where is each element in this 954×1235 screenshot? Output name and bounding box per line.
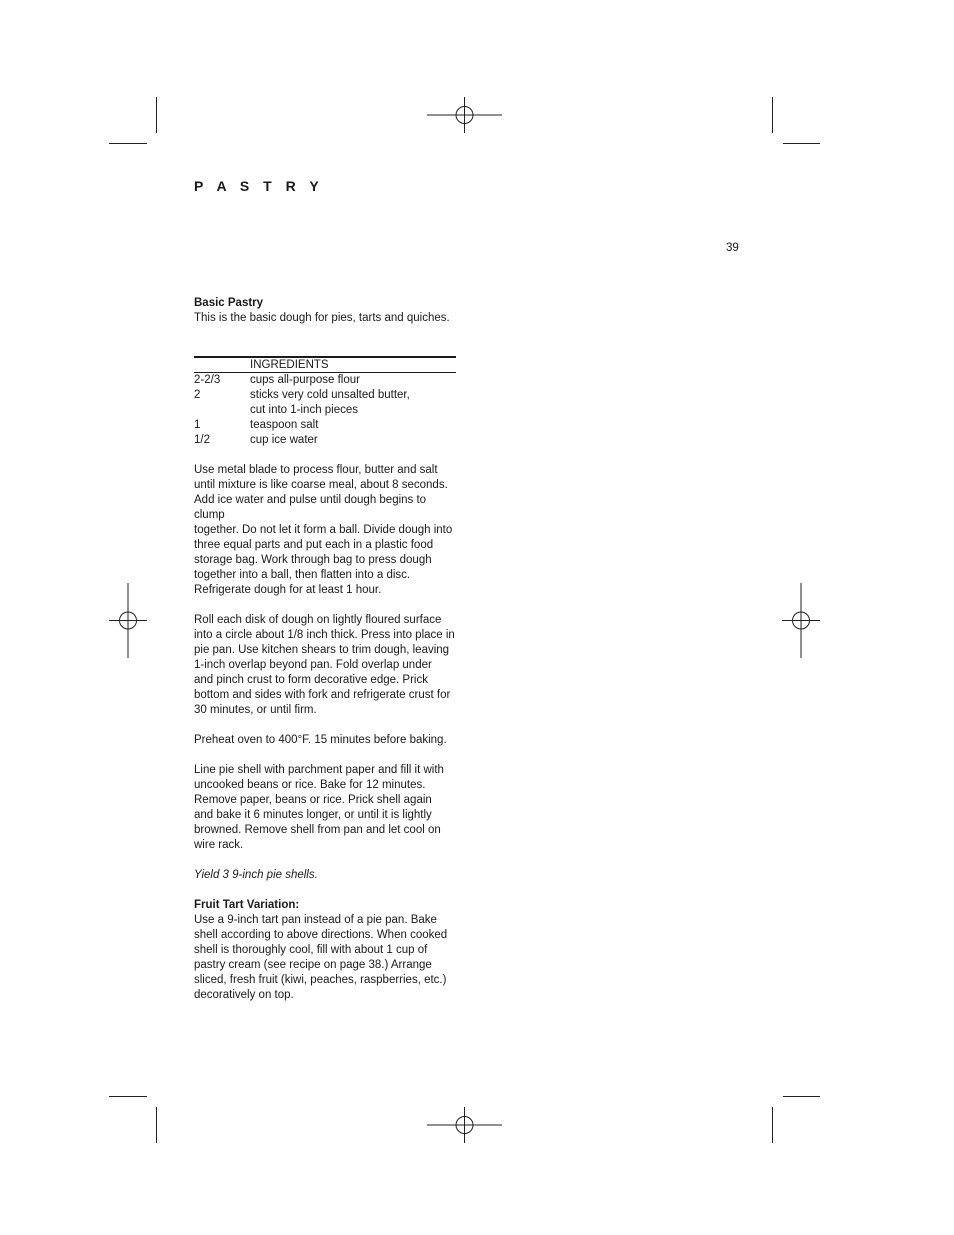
step-line: Use metal blade to process flour, butter and salt	[194, 464, 438, 476]
crop-mark-bottom-left-horizontal	[109, 1096, 147, 1097]
step-line: until mixture is like coarse meal, about 8 seconds.	[194, 479, 448, 491]
ingredient-item-line: cups all-purpose flour	[250, 374, 360, 386]
step-line: 1-inch overlap beyond pan. Fold overlap under	[194, 659, 432, 671]
step-line: into a circle about 1/8 inch thick. Press into place in	[194, 629, 455, 641]
crop-mark-bottom-left-vertical	[156, 1107, 157, 1143]
step-line: three equal parts and put each in a plastic food	[194, 539, 434, 551]
step-line: Refrigerate dough for at least 1 hour.	[194, 584, 382, 596]
crop-mark-bottom-right-vertical	[772, 1107, 773, 1143]
recipe-intro: This is the basic dough for pies, tarts and quiches.	[194, 312, 450, 324]
crop-mark-top-right-horizontal	[783, 143, 820, 144]
ingredient-row	[194, 388, 456, 418]
variation-line: decoratively on top.	[194, 989, 294, 1001]
step-line: Line pie shell with parchment paper and fill it with	[194, 764, 444, 776]
ingredient-qty: 2	[194, 389, 201, 401]
step-line: Preheat oven to 400°F. 15 minutes before baking.	[194, 734, 447, 746]
ingredient-item-line: cup ice water	[250, 434, 318, 446]
step-line: Roll each disk of dough on lightly floured surface	[194, 614, 442, 626]
registration-mark-right	[782, 583, 820, 658]
registration-mark-top	[427, 97, 502, 133]
variation-text	[194, 913, 456, 1003]
step-line: together into a ball, then flatten into a disc.	[194, 569, 411, 581]
step-paragraph-1	[194, 463, 456, 598]
variation-title: Fruit Tart Variation:	[194, 899, 300, 911]
step-line: Add ice water and pulse until dough begins to clump	[194, 494, 427, 521]
step-line: 30 minutes, or until firm.	[194, 704, 317, 716]
step-line: pie pan. Use kitchen shears to trim dough, leaving	[194, 644, 450, 656]
variation-line: shell according to above directions. When cooked	[194, 929, 448, 941]
ingredient-item-line: teaspoon salt	[250, 419, 319, 431]
step-line: bottom and sides with fork and refrigerate crust for	[194, 689, 451, 701]
crop-mark-bottom-right-horizontal	[783, 1096, 820, 1097]
ingredients-table	[194, 356, 456, 448]
step-line: uncooked beans or rice. Bake for 12 minutes.	[194, 779, 426, 791]
ingredient-item	[250, 373, 456, 388]
crop-mark-top-right-vertical	[772, 97, 773, 133]
step-line: browned. Remove shell from pan and let cool on	[194, 824, 441, 836]
step-line: together. Do not let it form a ball. Divide dough into	[194, 524, 453, 536]
page-number: 39	[726, 242, 739, 254]
step-line: and pinch crust to form decorative edge. Prick	[194, 674, 428, 686]
step-paragraph-3	[194, 733, 456, 748]
ingredient-row	[194, 418, 456, 433]
crop-mark-top-left-vertical	[156, 97, 157, 133]
page-title: P A S T R Y	[194, 178, 324, 194]
variation-line: pastry cream (see recipe on page 38.) Arrange	[194, 959, 432, 971]
crop-mark-top-left-horizontal	[109, 143, 147, 144]
ingredient-item-line: cut into 1-inch pieces	[250, 404, 359, 416]
ingredient-row	[194, 373, 456, 388]
recipe-title: Basic Pastry	[194, 297, 264, 309]
ingredient-qty: 2-2/3	[194, 374, 221, 386]
ingredients-header: INGREDIENTS	[194, 358, 456, 373]
ingredient-qty: 1	[194, 419, 201, 431]
step-paragraph-2	[194, 613, 456, 718]
ingredient-item	[250, 388, 456, 418]
variation-line: sliced, fresh fruit (kiwi, peaches, raspberries, etc.)	[194, 974, 447, 986]
step-line: wire rack.	[194, 839, 244, 851]
ingredient-row	[194, 433, 456, 448]
step-line: storage bag. Work through bag to press dough	[194, 554, 432, 566]
ingredient-item	[250, 418, 456, 433]
variation-line: shell is thoroughly cool, fill with about 1 cup of	[194, 944, 428, 956]
registration-mark-left	[109, 583, 147, 658]
step-paragraph-4	[194, 763, 456, 853]
ingredient-item	[250, 433, 456, 448]
step-line: Remove paper, beans or rice. Prick shell again	[194, 794, 432, 806]
registration-mark-bottom	[427, 1107, 502, 1143]
ingredient-item-line: sticks very cold unsalted butter,	[250, 389, 410, 401]
variation-line: Use a 9-inch tart pan instead of a pie pan. Bake	[194, 914, 437, 926]
recipe-yield: Yield 3 9-inch pie shells.	[194, 869, 318, 881]
step-line: and bake it 6 minutes longer, or until it is lightly	[194, 809, 432, 821]
ingredient-qty: 1/2	[194, 434, 210, 446]
recipe-content	[194, 296, 456, 1003]
